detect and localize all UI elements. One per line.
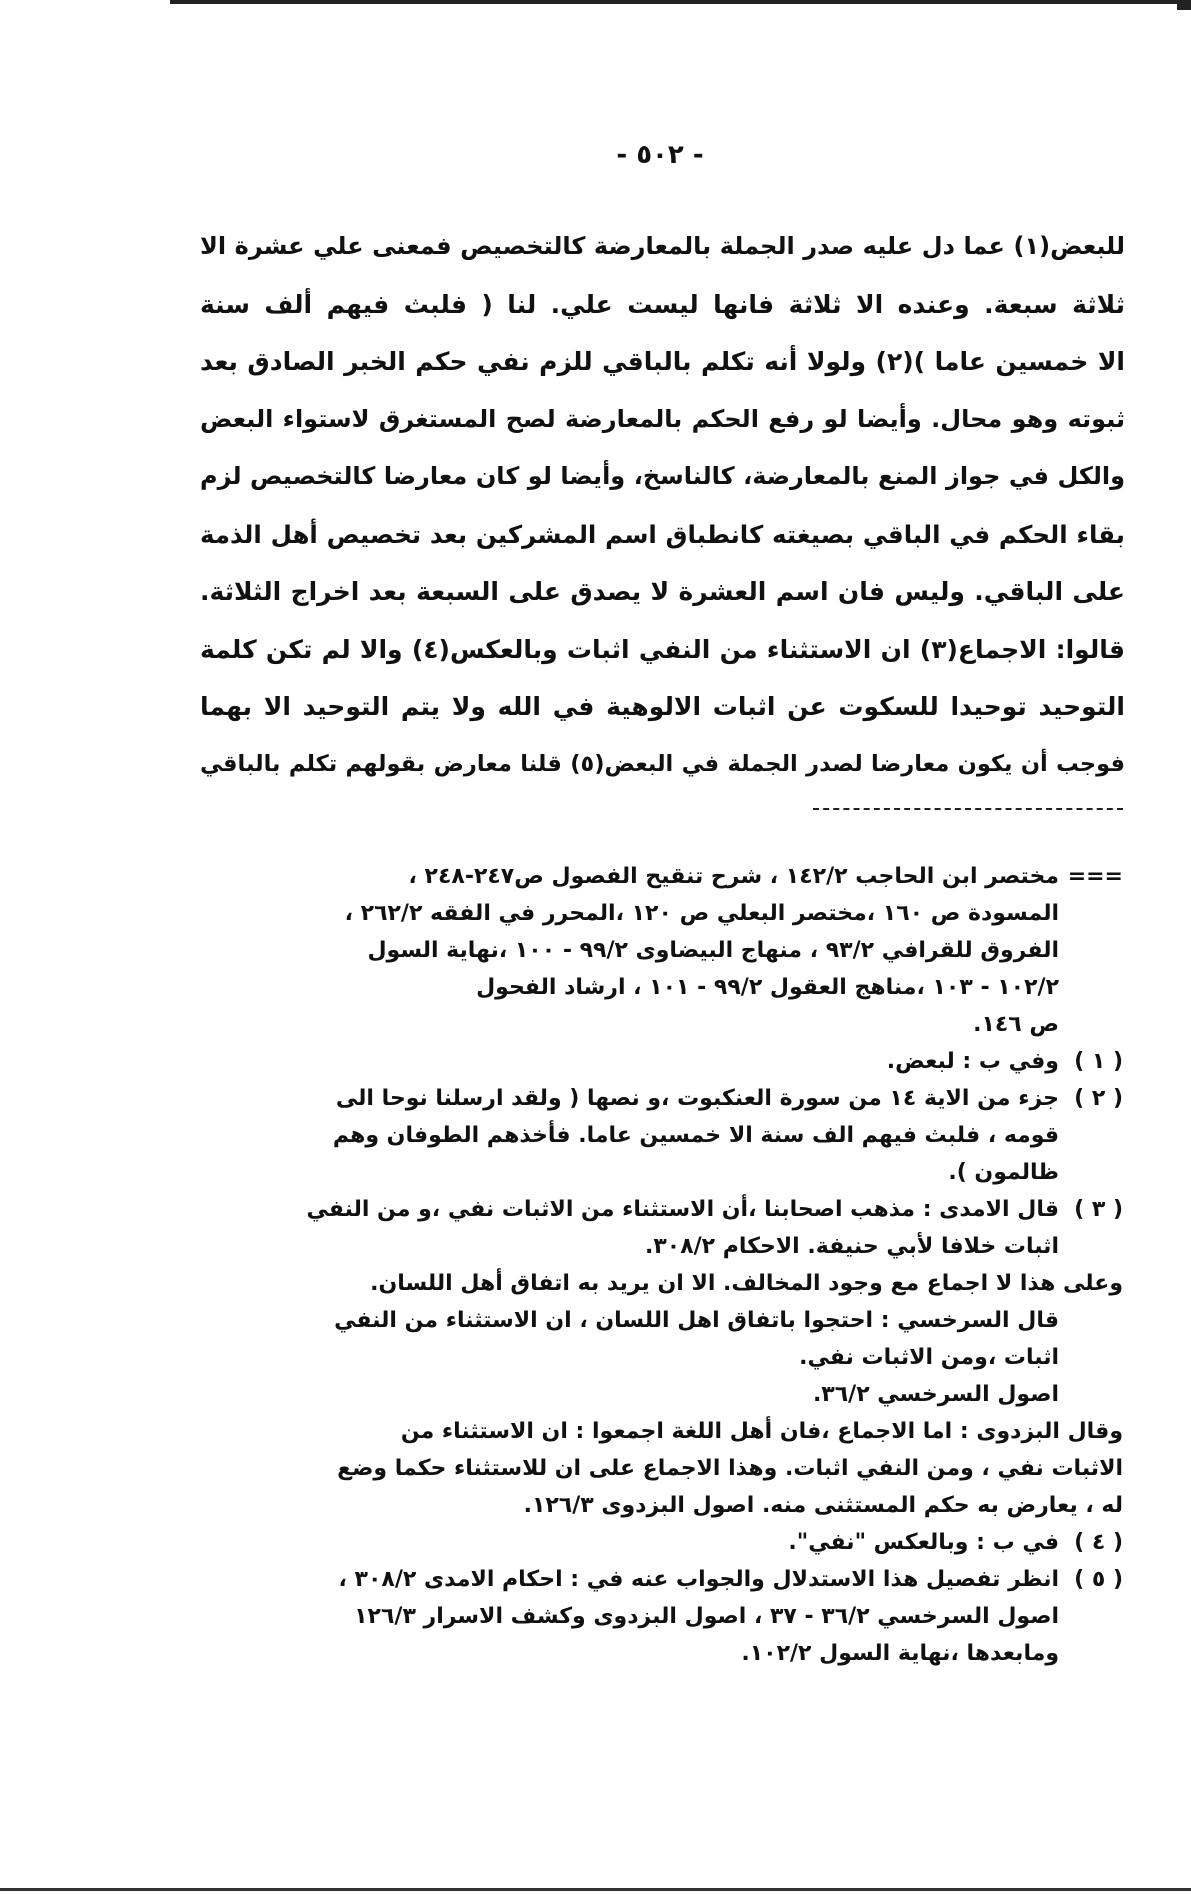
footnote-text <box>160 1080 1059 1191</box>
footnote-line: الاثبات نفي ، ومن النفي اثبات. وهذا الاجماع على ان للاستثناء حكما وضع <box>337 1456 1123 1481</box>
footnote <box>160 1191 1123 1524</box>
footnote-line: قال الامدى : مذهب اصحابنا ،أن الاستثناء من الاثبات نفي ،و من النفي <box>306 1197 1059 1222</box>
footnote-marker: ( ٤ ) <box>1074 1530 1123 1555</box>
footnote-marker: ( ٢ ) <box>1074 1086 1123 1111</box>
footnote-line: قومه ، فلبث فيهم الف سنة الا خمسين عاما. فأخذهم الطوفان وهم <box>332 1123 1059 1148</box>
text-line: بقاء الحكم في الباقي بصيغته كانطباق اسم المشركين بعد تخصيص أهل الذمة <box>200 519 1125 549</box>
footnote-line: وفي ب : لبعض. <box>886 1049 1059 1074</box>
page-number: - ٥٠٢ - <box>616 140 704 170</box>
footnote-line: وعلى هذا لا اجماع مع وجود المخالف. الا ان يريد به اتفاق أهل اللسان. <box>370 1271 1123 1296</box>
footnote-marker: === <box>1067 864 1123 889</box>
footnote-line: ومابعدها ،نهاية السول ١٠٢/٢. <box>741 1641 1059 1666</box>
footnote-text <box>160 858 1059 1043</box>
footnote-line: اثبات ،ومن الاثبات نفي. <box>799 1345 1059 1370</box>
footnote-separator <box>813 808 1123 810</box>
footnote-line: في ب : وبالعكس "نفي". <box>788 1530 1059 1555</box>
text-line: ثبوته وهو محال. وأيضا لو رفع الحكم بالمعارضة لصح المستغرق لاستواء البعض <box>200 404 1125 433</box>
footnote-line: ظالمون ). <box>948 1160 1059 1185</box>
footnote-text <box>160 1561 1059 1672</box>
footnote <box>160 1561 1123 1672</box>
footnotes-block <box>160 858 1123 1672</box>
footnote-marker: ( ٥ ) <box>1074 1567 1123 1592</box>
text-line: فوجب أن يكون معارضا لصدر الجملة في البعض(٥) قلنا معارض بقولهم تكلم بالباقي <box>200 750 1125 777</box>
footnote-line: ١٠٢/٢ - ١٠٣ ،مناهج العقول ٩٩/٢ - ١٠١ ، ارشاد الفحول <box>476 975 1059 1000</box>
text-line: التوحيد توحيدا للسكوت عن اثبات الالوهية في الله ولا يتم التوحيد الا بهما <box>200 692 1125 721</box>
text-line: قالوا: الاجماع(٣) ان الاستثناء من النفي اثبات وبالعكس(٤) والا لم تكن كلمة <box>200 634 1125 664</box>
footnote-line: ص ١٤٦. <box>973 1012 1059 1037</box>
top-corner-mark <box>1177 0 1191 10</box>
footnote-line: مختصر ابن الحاجب ١٤٢/٢ ، شرح تنقيح الفصول ص٢٤٧-٢٤٨ ، <box>408 864 1059 889</box>
footnote-text <box>160 1191 1123 1524</box>
footnote <box>160 858 1123 1043</box>
text-line: الا خمسين عاما )(٢) ولولا أنه تكلم بالباقي للزم نفي حكم الخبر الصادق بعد <box>200 347 1125 376</box>
footnote-marker: ( ١ ) <box>1074 1049 1123 1074</box>
top-border-rule <box>170 0 1191 4</box>
text-line: للبعض(١) عما دل عليه صدر الجملة بالمعارضة كالتخصيص فمعنى علي عشرة الا <box>200 232 1125 260</box>
footnote-line: المسودة ص ١٦٠ ،مختصر البعلي ص ١٢٠ ،المحرر في الفقه ٢٦٢/٢ ، <box>344 901 1059 926</box>
text-line: على الباقي. وليس فان اسم العشرة لا يصدق على السبعة بعد اخراج الثلاثة. <box>200 577 1125 606</box>
footnote-line: اصول السرخسي ٣٦/٢ - ٣٧ ، اصول البزدوى وكشف الاسرار ١٢٦/٣ <box>354 1604 1059 1629</box>
footnote-line: الفروق للقرافي ٩٣/٢ ، منهاج البيضاوى ٩٩/٢ - ١٠٠ ،نهاية السول <box>367 938 1059 963</box>
bottom-border-rule <box>0 1888 1191 1891</box>
footnote <box>160 1524 1123 1561</box>
footnote <box>160 1043 1123 1080</box>
footnote-text <box>160 1043 1059 1080</box>
footnote-line: وقال البزدوى : اما الاجماع ،فان أهل اللغة اجمعوا : ان الاستثناء من <box>400 1419 1123 1444</box>
footnote-marker: ( ٣ ) <box>1074 1197 1123 1222</box>
footnote-line: اثبات خلافا لأبي حنيفة. الاحكام ٣٠٨/٢. <box>645 1234 1059 1259</box>
footnote-text <box>160 1524 1059 1561</box>
footnote <box>160 1080 1123 1191</box>
main-text-block <box>200 218 1125 793</box>
footnote-line: له ، يعارض به حكم المستثنى منه. اصول البزدوى ١٢٦/٣. <box>523 1493 1123 1518</box>
footnote-line: انظر تفصيل هذا الاستدلال والجواب عنه في : احكام الامدى ٣٠٨/٢ ، <box>338 1567 1059 1592</box>
footnote-line: قال السرخسي : احتجوا باتفاق اهل اللسان ، ان الاستثناء من النفي <box>334 1308 1059 1333</box>
text-line: ثلاثة سبعة. وعنده الا ثلاثة فانها ليست علي. لنا ( فلبث فيهم ألف سنة <box>200 289 1125 319</box>
footnote-line: جزء من الاية ١٤ من سورة العنكبوت ،و نصها ( ولقد ارسلنا نوحا الى <box>335 1086 1059 1111</box>
text-line: والكل في جواز المنع بالمعارضة، كالناسخ، وأيضا لو كان معارضا كالتخصيص لزم <box>200 462 1125 490</box>
footnote-line: اصول السرخسي ٣٦/٢. <box>812 1382 1059 1407</box>
